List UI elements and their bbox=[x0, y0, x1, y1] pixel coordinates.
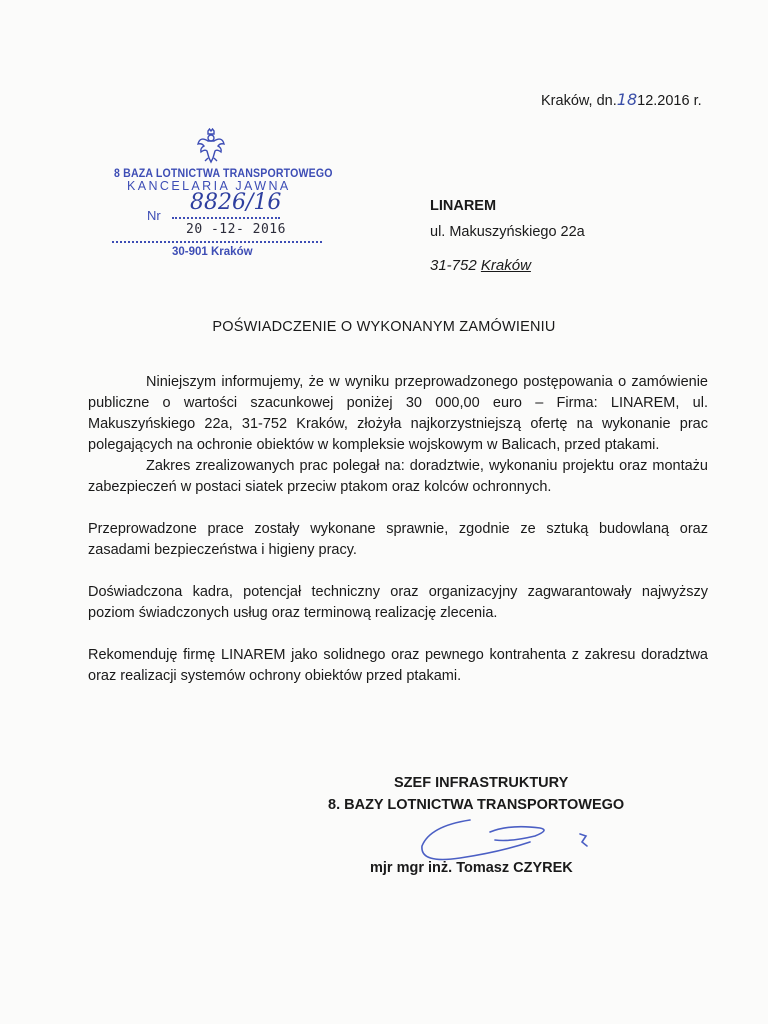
stamp-nr-handwritten: 8826/16 bbox=[190, 190, 282, 215]
date-suffix: 12.2016 r. bbox=[637, 93, 702, 109]
recipient-name: LINAREM bbox=[430, 198, 497, 214]
stamp-nr-label: Nr bbox=[147, 208, 161, 223]
letter-body bbox=[88, 372, 708, 687]
stamp-date: 20 -12- 2016 bbox=[186, 222, 286, 237]
recipient-address bbox=[430, 193, 585, 279]
signatory-title-1: SZEF INFRASTRUKTURY bbox=[394, 775, 569, 791]
recipient-street: ul. Makuszyńskiego 22a bbox=[430, 224, 585, 240]
recipient-city: Kraków bbox=[480, 257, 531, 274]
date-prefix: Kraków, dn. bbox=[541, 93, 617, 109]
signatory-name: mjr mgr inż. Tomasz CZYREK bbox=[370, 860, 573, 876]
eagle-emblem-icon bbox=[196, 128, 226, 164]
paragraph-1: Niniejszym informujemy, że w wyniku przeprowadzonego postępowania o zamówienie publiczne o wartości szacunkowej poniżej 30 000,00 euro – Firma: LINAREM, ul. Makuszyńskiego 22a, 31-752 Kraków, złożyła najkorzystniejszą ofertę na wykonanie prac polegających na ochronie obiektów w kompleksie wojskowym w Balicach, przed ptakami. bbox=[88, 374, 708, 453]
stamp-city: 30-901 Kraków bbox=[172, 246, 253, 258]
paragraph-2: Zakres zrealizowanych prac polegał na: doradztwie, wykonaniu projektu oraz montażu zabezpieczeń w postaci siatek przeciw ptakom oraz kolców ochronnych. bbox=[88, 458, 708, 495]
recipient-postcode: 31-752 bbox=[430, 257, 477, 274]
document-title: POŚWIADCZENIE O WYKONANYM ZAMÓWIENIU bbox=[212, 319, 556, 335]
stamp-nr-dotted-line bbox=[172, 217, 280, 219]
paragraph-5: Rekomenduję firmę LINAREM jako solidnego oraz pewnego kontrahenta z zakresu doradztwa oraz realizacji systemów ochrony obiektów przed ptakami. bbox=[88, 647, 708, 684]
signatory-title-2: 8. BAZY LOTNICTWA TRANSPORTOWEGO bbox=[328, 797, 625, 813]
paragraph-4: Doświadczona kadra, potencjał techniczny oraz organizacyjny zagwarantowały najwyższy poziom świadczonych usług oraz terminową realizację zlecenia. bbox=[88, 584, 708, 621]
recipient-city-line bbox=[430, 253, 585, 279]
registry-stamp bbox=[100, 128, 340, 268]
letter-date bbox=[541, 90, 702, 109]
stamp-line-1: 8 BAZA LOTNICTWA TRANSPORTOWEGO bbox=[114, 166, 333, 180]
date-handwritten: 18 bbox=[616, 90, 638, 109]
stamp-line-2: KANCELARIA JAWNA bbox=[127, 179, 291, 193]
stamp-dotted-line bbox=[112, 241, 322, 243]
paragraph-3: Przeprowadzone prace zostały wykonane sprawnie, zgodnie ze sztuką budowlaną oraz zasadami bezpieczeństwa i higieny pracy. bbox=[88, 521, 708, 558]
